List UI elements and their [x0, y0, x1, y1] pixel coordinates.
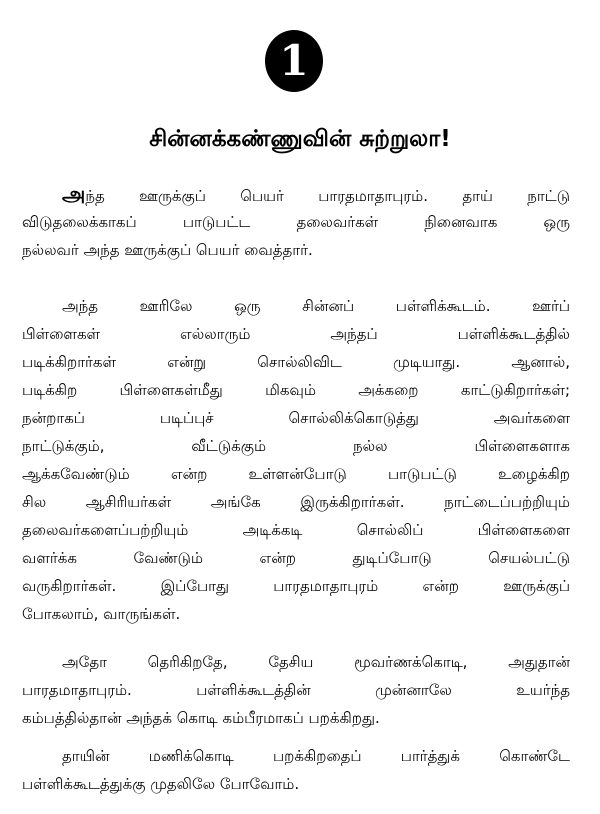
paragraph-line: நல்லவர் அந்த ஊருக்குப் பெயர் வைத்தார். [22, 241, 313, 259]
drop-cap: அ [62, 182, 86, 206]
paragraph-line: நாட்டுக்கும், வீட்டுக்கும் நல்ல பிள்ளைகளாக [22, 437, 570, 455]
chapter-number: 1 [279, 36, 309, 85]
chapter-number-badge [265, 30, 323, 92]
chapter-title: சின்னக்கண்ணுவின் சுற்றுலா! [149, 126, 451, 152]
paragraph-line: படிக்கிறார்கள் என்று சொல்லிவிட முடியாது. ஆனால், [22, 353, 570, 371]
paragraph-line: அதோ தெரிகிறதே, தேசிய மூவர்ணக்கொடி, அதுதான் [62, 653, 570, 671]
paragraph-line: பிள்ளைகள் எல்லாரும் அந்தப் பள்ளிக்கூடத்தில் [22, 325, 570, 343]
paragraph-1 [22, 180, 570, 264]
paragraph-2 [22, 292, 570, 628]
paragraph-3 [22, 648, 570, 732]
paragraph-line: பாரதமாதாபுரம். பள்ளிக்கூடத்தின் முன்னாலே உயர்ந்த [22, 681, 570, 699]
paragraph-line [22, 180, 570, 208]
paragraph-line: அந்த ஊரிலே ஒரு சின்னப் பள்ளிக்கூடம். ஊர்ப் [62, 297, 570, 315]
paragraph-line: தலைவர்களைப்பற்றியும் அடிக்கடி சொல்லிப் பிள்ளைகளை [22, 521, 570, 539]
paragraph-line: வளர்க்க வேண்டும் என்ற துடிப்போடு செயல்பட்டு [22, 549, 570, 567]
paragraph-line: போகலாம், வாருங்கள். [22, 605, 181, 623]
paragraph-line: பள்ளிக்கூடத்துக்கு முதலிலே போவோம். [22, 775, 300, 793]
line-text: ந்த ஊருக்குப் பெயர் பாரதமாதாபுரம். தாய் நாட்டு [85, 187, 570, 205]
paragraph-4 [22, 742, 570, 798]
paragraph-line: சில ஆசிரியர்கள் அங்கே இருக்கிறார்கள். நாட்டைப்பற்றியும் [22, 493, 570, 511]
paragraph-line: படிக்கிற பிள்ளைகள்மீது மிகவும் அக்கறை காட்டுகிறார்கள்; [22, 381, 570, 399]
paragraph-line: கம்பத்தில்தான் அந்தக் கொடி கம்பீரமாகப் பறக்கிறது. [22, 709, 380, 727]
paragraph-line: தாயின் மணிக்கொடி பறக்கிறதைப் பார்த்துக் கொண்டே [62, 747, 570, 765]
paragraph-line: விடுதலைக்காகப் பாடுபட்ட தலைவர்கள் நினைவாக ஒரு [22, 213, 570, 231]
paragraph-line: வருகிறார்கள். இப்போது பாரதமாதாபுரம் என்ற ஊருக்குப் [22, 577, 570, 595]
paragraph-line: ஆக்கவேண்டும் என்ற உள்ளன்போடு பாடுபட்டு உழைக்கிற [22, 465, 570, 483]
paragraph-line: நன்றாகப் படிப்புச் சொல்லிக்கொடுத்து அவர்களை [22, 409, 570, 427]
